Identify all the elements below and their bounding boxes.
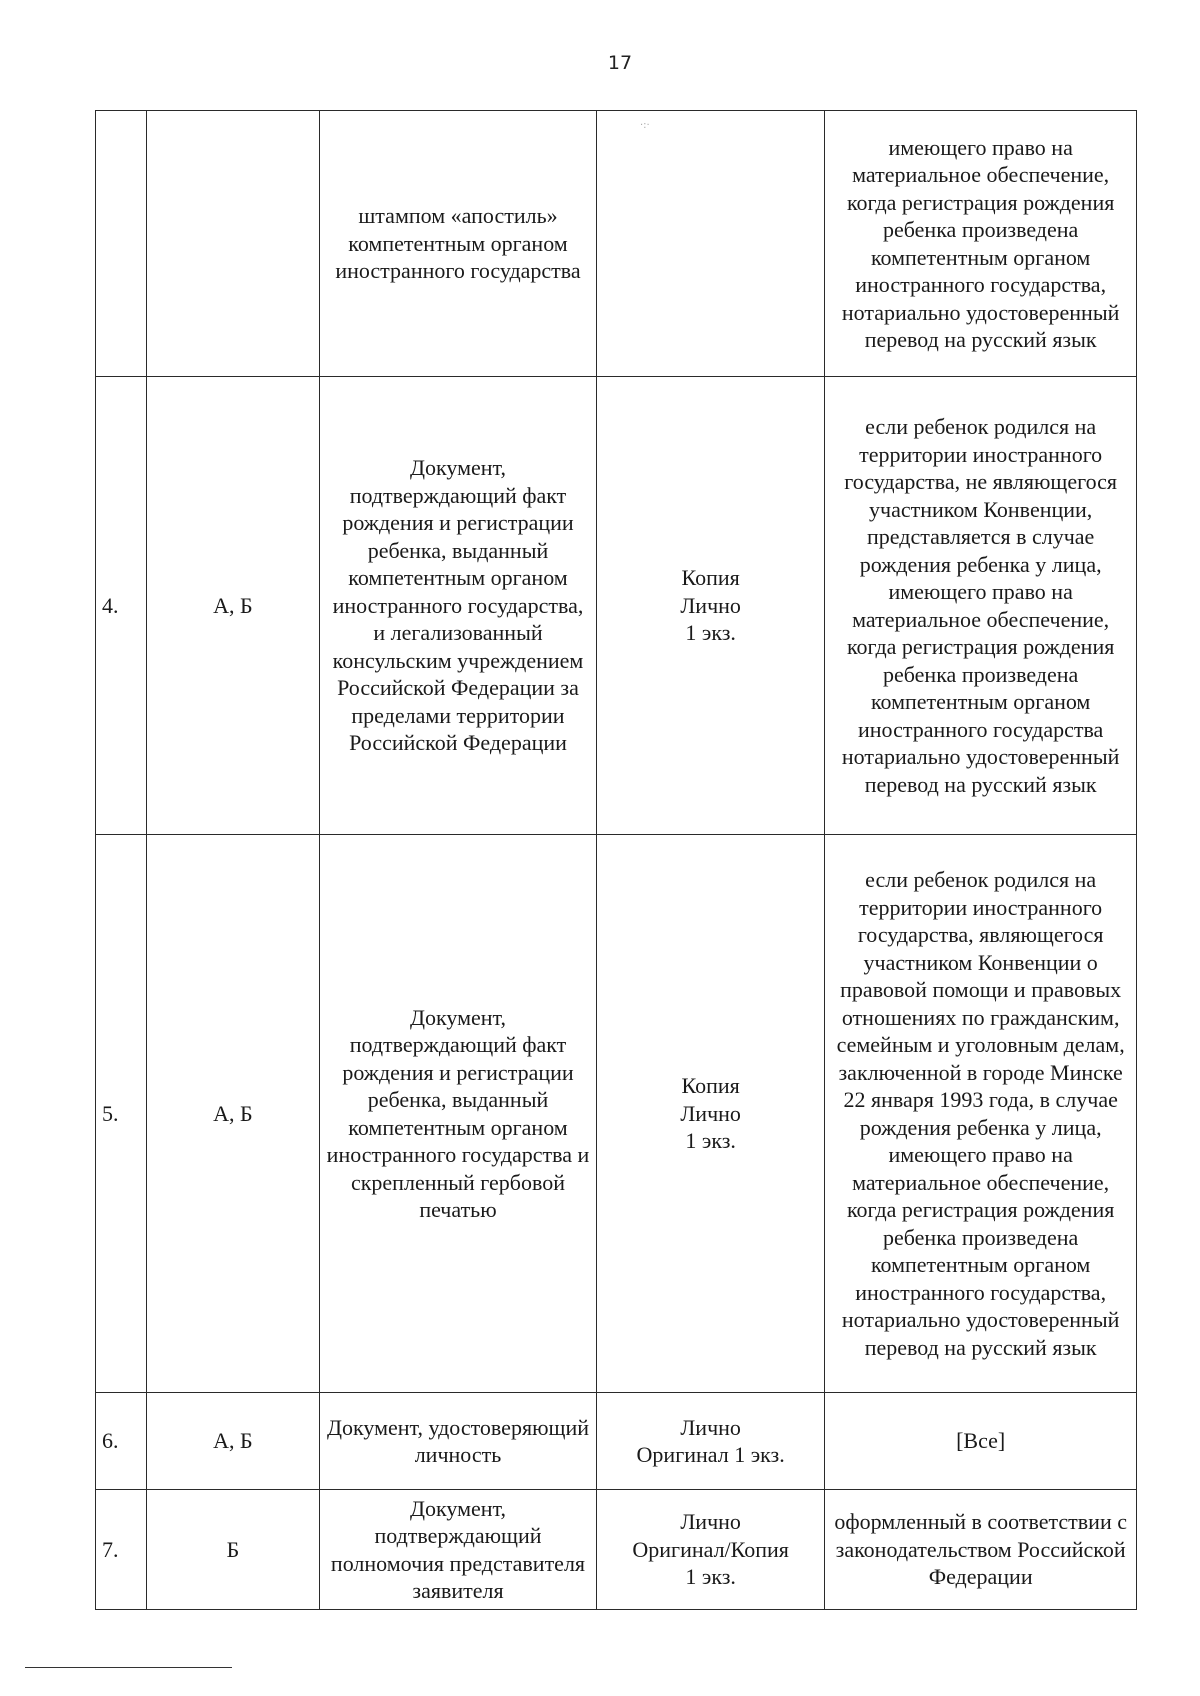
row-notes: если ребенок родился на территории иностранного государства, являющегося участником Конвенции о правовой помощи и правовых отношениях по гражданским, семейным и уголовным делам, заключенной в городе Минске 22 января 1993 года, в случае рождения ребенка у лица, имеющего право на материальное обеспечение, когда регистрация рождения ребенка произведена компетентным органом иностранного государства, нотариально удостоверенный перевод на русский язык — [825, 835, 1137, 1393]
row-notes: оформленный в соответствии с законодательством Российской Федерации — [825, 1490, 1137, 1610]
row-form — [597, 111, 825, 377]
row-number: 5. — [96, 835, 147, 1393]
row-document: штампом «апостиль» компетентным органом иностранного государства — [319, 111, 596, 377]
row-document: Документ, подтверждающий факт рождения и регистрации ребенка, выданный компетентным органом иностранного государства и скрепленный гербовой печатью — [319, 835, 596, 1393]
footnote-separator — [25, 1667, 232, 1668]
row-number: 6. — [96, 1393, 147, 1490]
row-document: Документ, удостоверяющий личность — [319, 1393, 596, 1490]
row-notes: имеющего право на материальное обеспечение, когда регистрация рождения ребенка произведена компетентным органом иностранного государства, нотариально удостоверенный перевод на русский язык — [825, 111, 1137, 377]
row-document: Документ, подтверждающий факт рождения и регистрации ребенка, выданный компетентным органом иностранного государства, и легализованный консульским учреждением Российской Федерации за пределами территории Российской Федерации — [319, 377, 596, 835]
table-row — [96, 835, 1137, 1393]
table-row — [96, 1490, 1137, 1610]
row-form: Лично Оригинал/Копия 1 экз. — [597, 1490, 825, 1610]
row-categories: А, Б — [146, 377, 319, 835]
row-document: Документ, подтверждающий полномочия представителя заявителя — [319, 1490, 596, 1610]
row-number — [96, 111, 147, 377]
row-categories — [146, 111, 319, 377]
row-categories: А, Б — [146, 835, 319, 1393]
table-row — [96, 1393, 1137, 1490]
row-categories: А, Б — [146, 1393, 319, 1490]
row-form: Копия Лично 1 экз. — [597, 835, 825, 1393]
scan-artifact: ·:· — [640, 120, 650, 131]
row-categories: Б — [146, 1490, 319, 1610]
row-form: Копия Лично 1 экз. — [597, 377, 825, 835]
table-row — [96, 111, 1137, 377]
page-number: 17 — [607, 52, 633, 74]
row-number: 4. — [96, 377, 147, 835]
row-number: 7. — [96, 1490, 147, 1610]
row-notes: [Все] — [825, 1393, 1137, 1490]
table-row — [96, 377, 1137, 835]
row-notes: если ребенок родился на территории иностранного государства, не являющегося участником Конвенции, представляется в случае рождения ребенка у лица, имеющего право на материальное обеспечение, когда регистрация рождения ребенка произведена компетентным органом иностранного государства нотариально удостоверенный перевод на русский язык — [825, 377, 1137, 835]
row-form: Лично Оригинал 1 экз. — [597, 1393, 825, 1490]
documents-table — [95, 110, 1137, 1610]
